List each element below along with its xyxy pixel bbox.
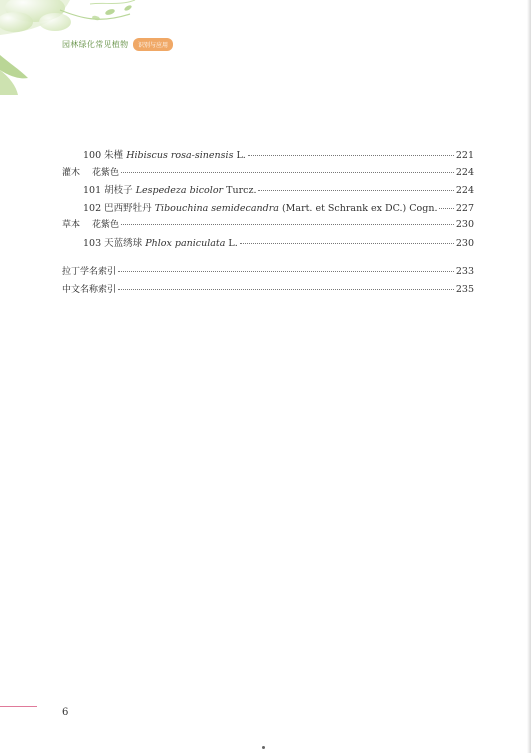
bottom-dot [262, 746, 265, 749]
leader-dots [121, 224, 454, 225]
toc-page-number: 230 [455, 219, 474, 230]
toc-section-label: 草本 花紫色 [62, 220, 120, 230]
toc-page-number: 221 [455, 150, 474, 161]
toc-entry[interactable] [62, 182, 474, 200]
toc-page-number: 224 [455, 166, 474, 178]
footer-accent-line [0, 706, 37, 707]
toc-entry[interactable] [62, 147, 474, 165]
toc-entry-label: 101 胡枝子 Lespedeza bicolor Turcz. [83, 185, 257, 196]
toc-section-heading[interactable] [62, 217, 474, 235]
leader-dots [121, 172, 454, 173]
book-title: 园林绿化常见植物 [62, 40, 129, 49]
toc-page-number: 233 [455, 266, 474, 277]
book-subtitle-badge: 识别与应用 [133, 38, 173, 51]
page-number: 6 [62, 707, 69, 718]
leader-dots [240, 243, 454, 244]
leader-dots [248, 155, 454, 156]
toc-section-label: 灌木 花紫色 [62, 167, 120, 178]
toc-page-number: 235 [455, 283, 474, 295]
toc-index-entry[interactable] [62, 282, 474, 300]
toc-index-label: 拉丁学名索引 [62, 267, 117, 277]
leader-dots [118, 271, 454, 272]
toc-entry[interactable] [62, 235, 474, 253]
leader-dots [439, 208, 453, 209]
toc-page-number: 224 [455, 185, 474, 196]
leader-dots [118, 289, 454, 290]
leader-dots [258, 190, 453, 191]
toc-page-number: 230 [455, 237, 474, 249]
toc-entry-label: 103 天蓝绣球 Phlox paniculata L. [83, 237, 238, 249]
toc-entry-label: 100 朱槿 Hibiscus rosa-sinensis L. [83, 150, 246, 161]
table-of-contents [62, 147, 474, 299]
toc-entry[interactable] [62, 200, 474, 218]
page-edge-shadow [527, 0, 531, 753]
toc-index-entry[interactable] [62, 264, 474, 282]
toc-index-label: 中文名称索引 [62, 284, 117, 295]
toc-entry-label: 102 巴西野牡丹 Tibouchina semidecandra (Mart. et Schrank ex DC.) Cogn. [83, 202, 438, 214]
toc-section-heading[interactable] [62, 165, 474, 183]
toc-page-number: 227 [455, 202, 474, 214]
